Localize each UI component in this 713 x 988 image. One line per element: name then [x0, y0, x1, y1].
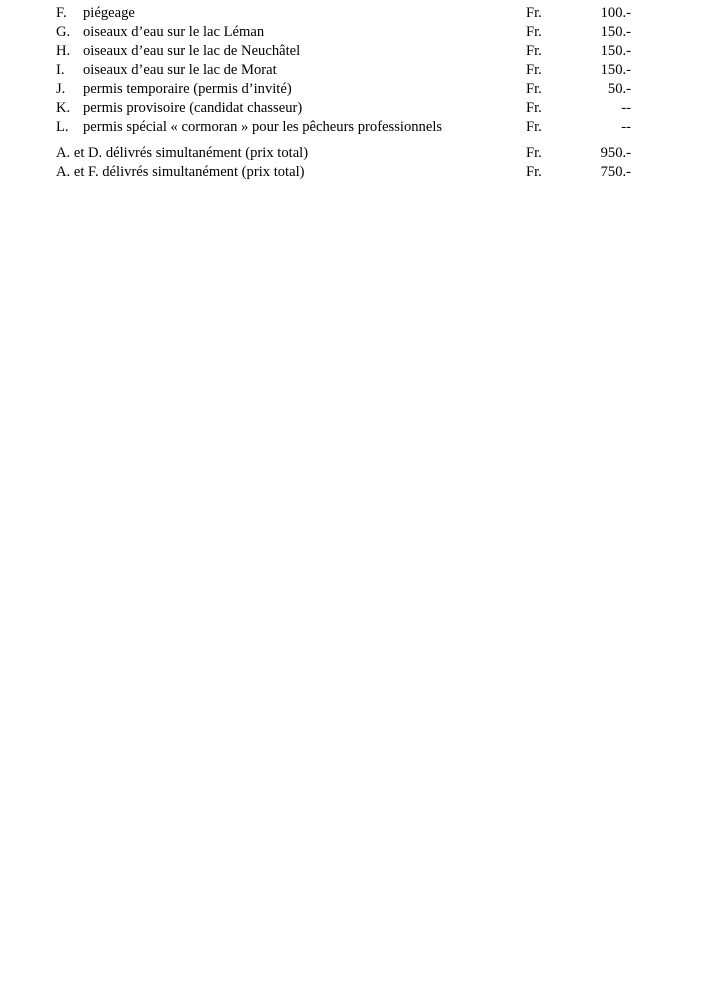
fee-description: permis temporaire (permis d’invité) [83, 81, 292, 97]
fee-currency: Fr. [526, 43, 542, 59]
fee-amount: 150.- [600, 24, 631, 40]
fee-description: permis spécial « cormoran » pour les pêcheurs professionnels [83, 119, 443, 135]
fee-list [56, 4, 656, 182]
fee-row-g [56, 23, 656, 42]
fee-amount: 150.- [600, 43, 631, 59]
fee-letter: F. [56, 5, 67, 21]
fee-letter: I. [56, 62, 65, 78]
fee-row-k [56, 99, 656, 118]
fee-amount: 150.- [600, 62, 631, 78]
fee-letter: L. [56, 119, 69, 135]
combined-row-a-f [56, 163, 656, 182]
combined-currency: Fr. [526, 145, 542, 161]
fee-description: oiseaux d’eau sur le lac Léman [83, 24, 265, 40]
fee-currency: Fr. [526, 81, 542, 97]
combined-description: A. et D. délivrés simultanément (prix total) [56, 145, 309, 161]
fee-row-j [56, 80, 656, 99]
fee-amount: -- [621, 119, 631, 135]
fee-row-f [56, 4, 656, 23]
fee-amount: 100.- [600, 5, 631, 21]
fee-currency: Fr. [526, 119, 542, 135]
fee-row-h [56, 42, 656, 61]
fee-description: piégeage [83, 5, 135, 21]
fee-amount: -- [621, 100, 631, 116]
fee-currency: Fr. [526, 24, 542, 40]
fee-description: oiseaux d’eau sur le lac de Morat [83, 62, 277, 78]
fee-row-l [56, 118, 656, 137]
combined-description: A. et F. délivrés simultanément (prix total) [56, 164, 305, 180]
fee-currency: Fr. [526, 5, 542, 21]
combined-amount: 950.- [600, 145, 631, 161]
fee-letter: H. [56, 43, 71, 59]
fee-letter: J. [56, 81, 66, 97]
combined-row-a-d [56, 144, 656, 163]
combined-currency: Fr. [526, 164, 542, 180]
fee-row-i [56, 61, 656, 80]
combined-amount: 750.- [600, 164, 631, 180]
fee-description: oiseaux d’eau sur le lac de Neuchâtel [83, 43, 301, 59]
fee-letter: K. [56, 100, 71, 116]
fee-amount: 50.- [607, 81, 631, 97]
fee-currency: Fr. [526, 100, 542, 116]
fee-letter: G. [56, 24, 71, 40]
fee-description: permis provisoire (candidat chasseur) [83, 100, 303, 116]
fee-currency: Fr. [526, 62, 542, 78]
